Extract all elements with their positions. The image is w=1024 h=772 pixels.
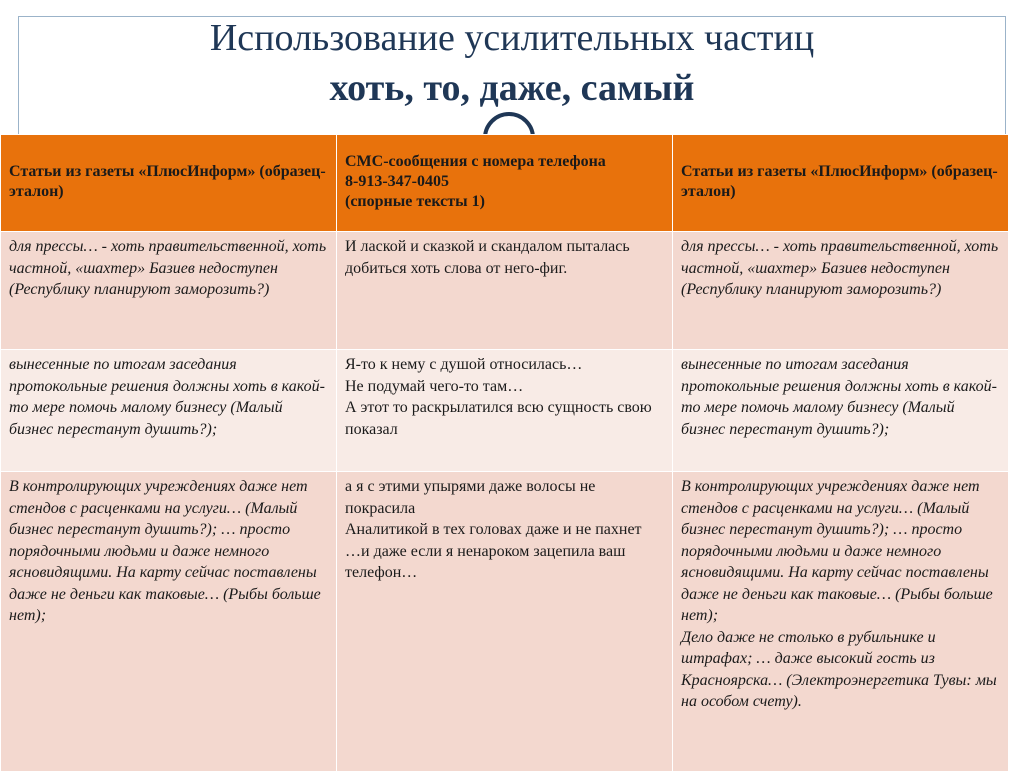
table-cell: Я-то к нему с душой относилась… Не подумай чего-то там… А этот то раскрылатился всю сущность свою показал bbox=[337, 350, 673, 472]
table-row bbox=[1, 232, 1009, 350]
table-cell: а я с этими упырями даже волосы не покрасила Аналитикой в тех головах даже и не пахнет …и даже если я ненароком зацепила ваш телефон… bbox=[337, 472, 673, 772]
table-cell: вынесенные по итогам заседания протокольные решения должны хоть в какой-то мере помочь малому бизнесу (Малый бизнес перестанут душить?); bbox=[673, 350, 1009, 472]
header-cell-sms-messages: СМС-сообщения с номера телефона 8-913-347-0405 (спорные тексты 1) bbox=[337, 135, 673, 232]
table-row bbox=[1, 350, 1009, 472]
table-cell: для прессы… - хоть правительственной, хоть частной, «шахтер» Базиев недоступен (Республику планируют заморозить?) bbox=[673, 232, 1009, 350]
table-cell: вынесенные по итогам заседания протокольные решения должны хоть в какой-то мере помочь малому бизнесу (Малый бизнес перестанут душить?); bbox=[1, 350, 337, 472]
header-cell-newspaper-reference: Статьи из газеты «ПлюсИнформ» (образец-эталон) bbox=[1, 135, 337, 232]
table-row bbox=[1, 472, 1009, 772]
table-cell: И лаской и сказкой и скандалом пыталась добиться хоть слова от него-фиг. bbox=[337, 232, 673, 350]
header-cell-newspaper-reference-2: Статьи из газеты «ПлюсИнформ» (образец-эталон) bbox=[673, 135, 1009, 232]
slide-title: Использование усилительных частиц bbox=[209, 17, 815, 59]
table-cell: для прессы… - хоть правительственной, хоть частной, «шахтер» Базиев недоступен (Республику планируют заморозить?) bbox=[1, 232, 337, 350]
slide-subtitle: хоть, то, даже, самый bbox=[329, 67, 695, 109]
comparison-table bbox=[0, 134, 1009, 772]
table-cell: В контролирующих учреждениях даже нет стендов с расценками на услуги… (Малый бизнес перестанут душить?); … просто порядочными людьми и даже немного ясновидящими. На карту сейчас поставлены даже не деньги как таковые… (Рыбы больше нет); Дело даже не столько в рубильнике и штрафах; … даже высокий гость из Красноярска… (Электроэнергетика Тувы: мы на особом счету). bbox=[673, 472, 1009, 772]
table-cell: В контролирующих учреждениях даже нет стендов с расценками на услуги… (Малый бизнес перестанут душить?); … просто порядочными людьми и даже немного ясновидящими. На карту сейчас поставлены даже не деньги как таковые… (Рыбы больше нет); bbox=[1, 472, 337, 772]
table-header-row bbox=[1, 135, 1009, 232]
